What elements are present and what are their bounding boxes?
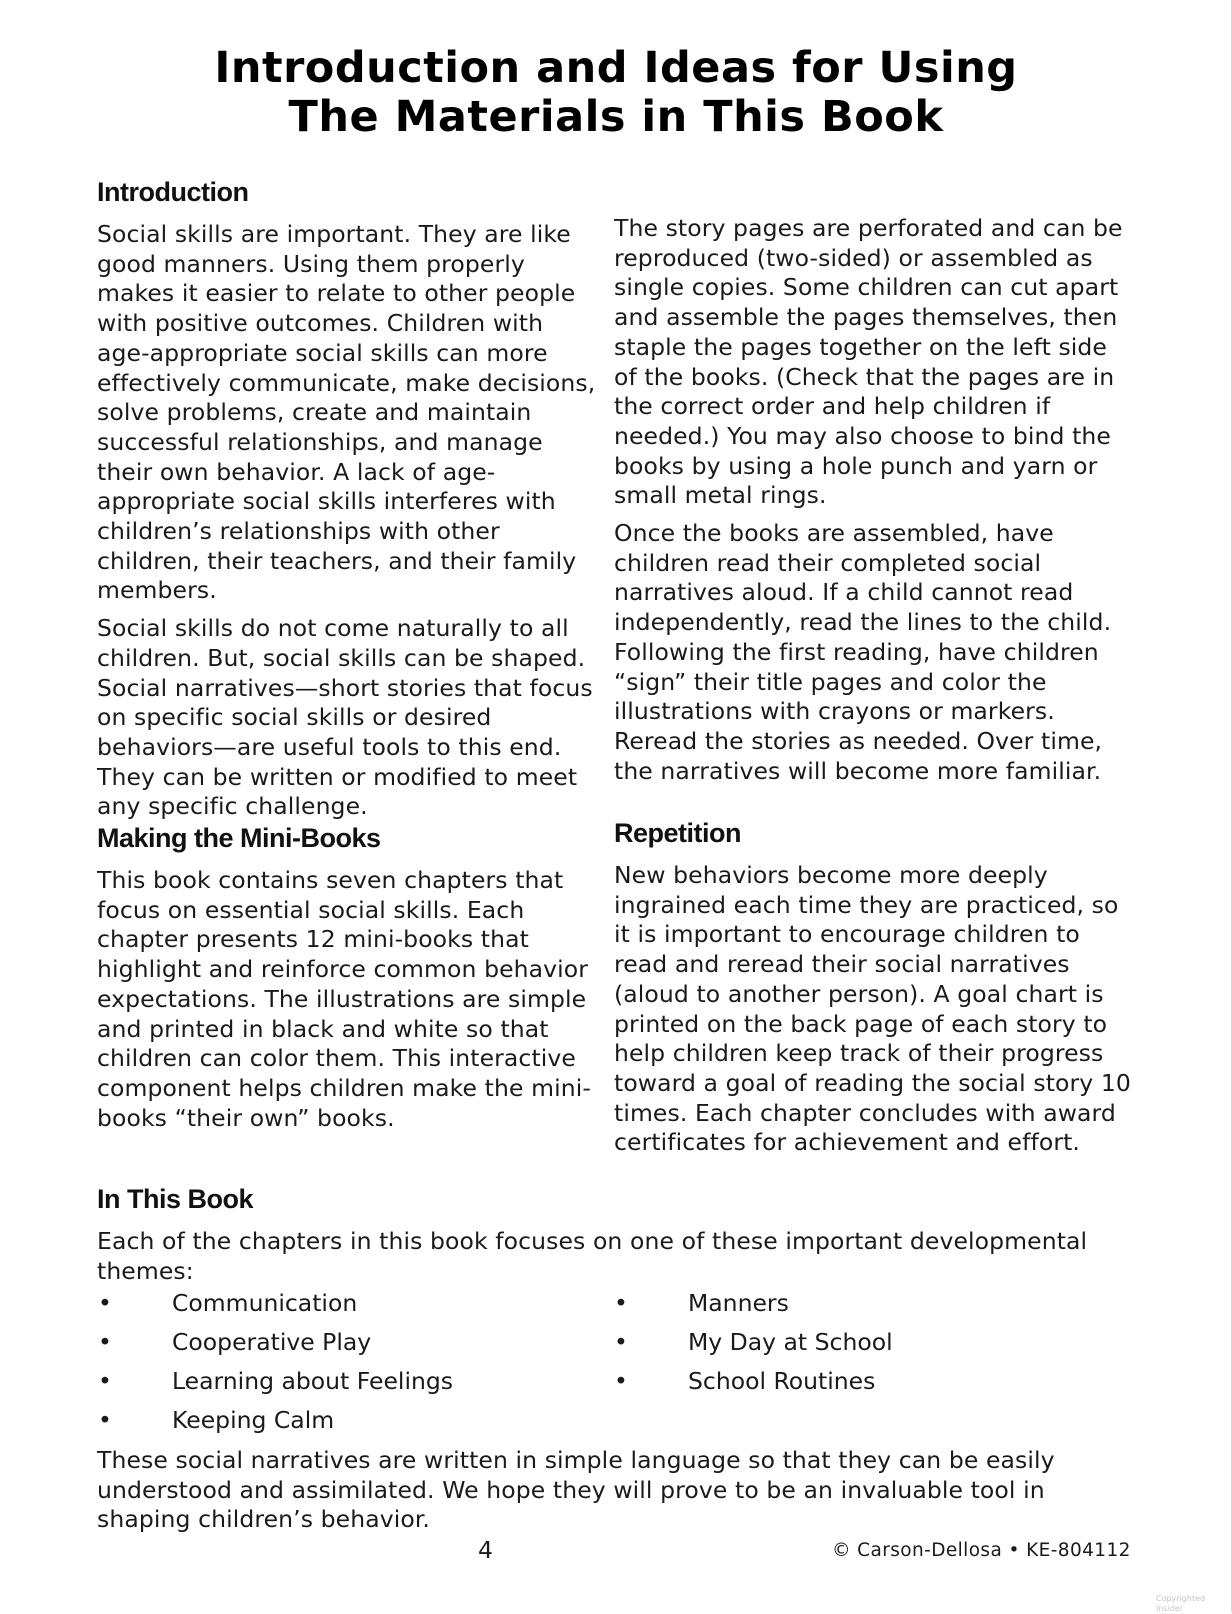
making-mini-books-section bbox=[97, 822, 602, 1133]
theme-label: School Routines bbox=[688, 1367, 876, 1395]
repetition-section bbox=[614, 817, 1134, 1158]
closing-paragraph: These social narratives are written in simple language so that they can be easily understood and assimilated. We hope they will prove to be an invaluable tool in shaping children’s behavior. bbox=[97, 1446, 1055, 1534]
introduction-heading: Introduction bbox=[97, 177, 249, 207]
themes-list-left bbox=[98, 1289, 453, 1445]
page-title-line-1: Introduction and Ideas for Using bbox=[214, 43, 1018, 93]
story-pages-paragraph-1: The story pages are perforated and can be reproduced (two-sided) or assembled as single copies. Some children can cut apart and assemble the pages themselves, then staple the pages together on the left side of the books. (Check that the pages are in the correct order and help children if needed.) You may also choose to bind the books by using a hole punch and yarn or small metal rings. bbox=[614, 214, 1123, 510]
theme-label: Communication bbox=[172, 1289, 358, 1317]
list-item bbox=[98, 1289, 453, 1328]
in-this-book-intro: Each of the chapters in this book focuses on one of these important developmental themes: bbox=[97, 1227, 1088, 1285]
watermark: Copyrighted Insider bbox=[1156, 1594, 1206, 1613]
list-item bbox=[614, 1367, 893, 1406]
story-pages-section bbox=[614, 214, 1134, 786]
in-this-book-heading: In This Book bbox=[97, 1184, 253, 1214]
bullet-icon: • bbox=[614, 1367, 628, 1395]
repetition-heading: Repetition bbox=[614, 818, 741, 848]
page-title bbox=[0, 44, 1232, 142]
bullet-icon: • bbox=[98, 1289, 112, 1317]
list-item bbox=[98, 1406, 453, 1445]
copyright-notice: © Carson-Dellosa • KE-804112 bbox=[832, 1540, 1131, 1561]
making-mini-books-heading: Making the Mini-Books bbox=[97, 823, 381, 853]
bullet-icon: • bbox=[614, 1289, 628, 1317]
bullet-icon: • bbox=[98, 1406, 112, 1434]
introduction-section bbox=[97, 176, 602, 822]
story-pages-paragraph-2: Once the books are assembled, have children read their completed social narratives aloud. If a child cannot read independently, read the lines to the child. Following the first reading, have children “sign” their title pages and color the illustrations with crayons or markers. Reread the stories as needed. Over time, the narratives will become more familiar. bbox=[614, 519, 1112, 785]
list-item bbox=[98, 1328, 453, 1367]
bullet-icon: • bbox=[98, 1367, 112, 1395]
list-item bbox=[614, 1328, 893, 1367]
closing-section bbox=[97, 1446, 1137, 1535]
list-item bbox=[614, 1289, 893, 1328]
bullet-icon: • bbox=[98, 1328, 112, 1356]
themes-list-right bbox=[614, 1289, 893, 1406]
bullet-icon: • bbox=[614, 1328, 628, 1356]
making-mini-books-paragraph: This book contains seven chapters that focus on essential social skills. Each chapter presents 12 mini-books that highlight and reinforce common behavior expectations. The illustrations are simple and printed in black and white so that children can color them. This interactive component helps children make the mini-books “their own” books. bbox=[97, 866, 591, 1132]
repetition-paragraph: New behaviors become more deeply ingrained each time they are practiced, so it is important to encourage children to read and reread their social narratives (aloud to another person). A goal chart is printed on the back page of each story to help children keep track of their progress toward a goal of reading the social story 10 times. Each chapter concludes with award certificates for achievement and effort. bbox=[614, 861, 1131, 1157]
introduction-paragraph-2: Social skills do not come naturally to all children. But, social skills can be shaped. Social narratives—short stories that focus on specific social skills or desired behaviors—are useful tools to this end. They can be written or modified to meet any specific challenge. bbox=[97, 614, 593, 821]
in-this-book-section bbox=[97, 1183, 1137, 1286]
theme-label: Cooperative Play bbox=[172, 1328, 372, 1356]
theme-label: Learning about Feelings bbox=[172, 1367, 454, 1395]
theme-label: My Day at School bbox=[688, 1328, 893, 1356]
theme-label: Manners bbox=[688, 1289, 789, 1317]
theme-label: Keeping Calm bbox=[172, 1406, 335, 1434]
page-title-line-2: The Materials in This Book bbox=[288, 92, 944, 142]
page-number: 4 bbox=[478, 1536, 493, 1564]
list-item bbox=[98, 1367, 453, 1406]
introduction-paragraph-1: Social skills are important. They are like good manners. Using them properly makes it easier to relate to other people with positive outcomes. Children with age-appropriate social skills can more effectively communicate, make decisions, solve problems, create and maintain successful relationships, and manage their own behavior. A lack of age-appropriate social skills interferes with children’s relationships with other children, their teachers, and their family members. bbox=[97, 220, 596, 605]
